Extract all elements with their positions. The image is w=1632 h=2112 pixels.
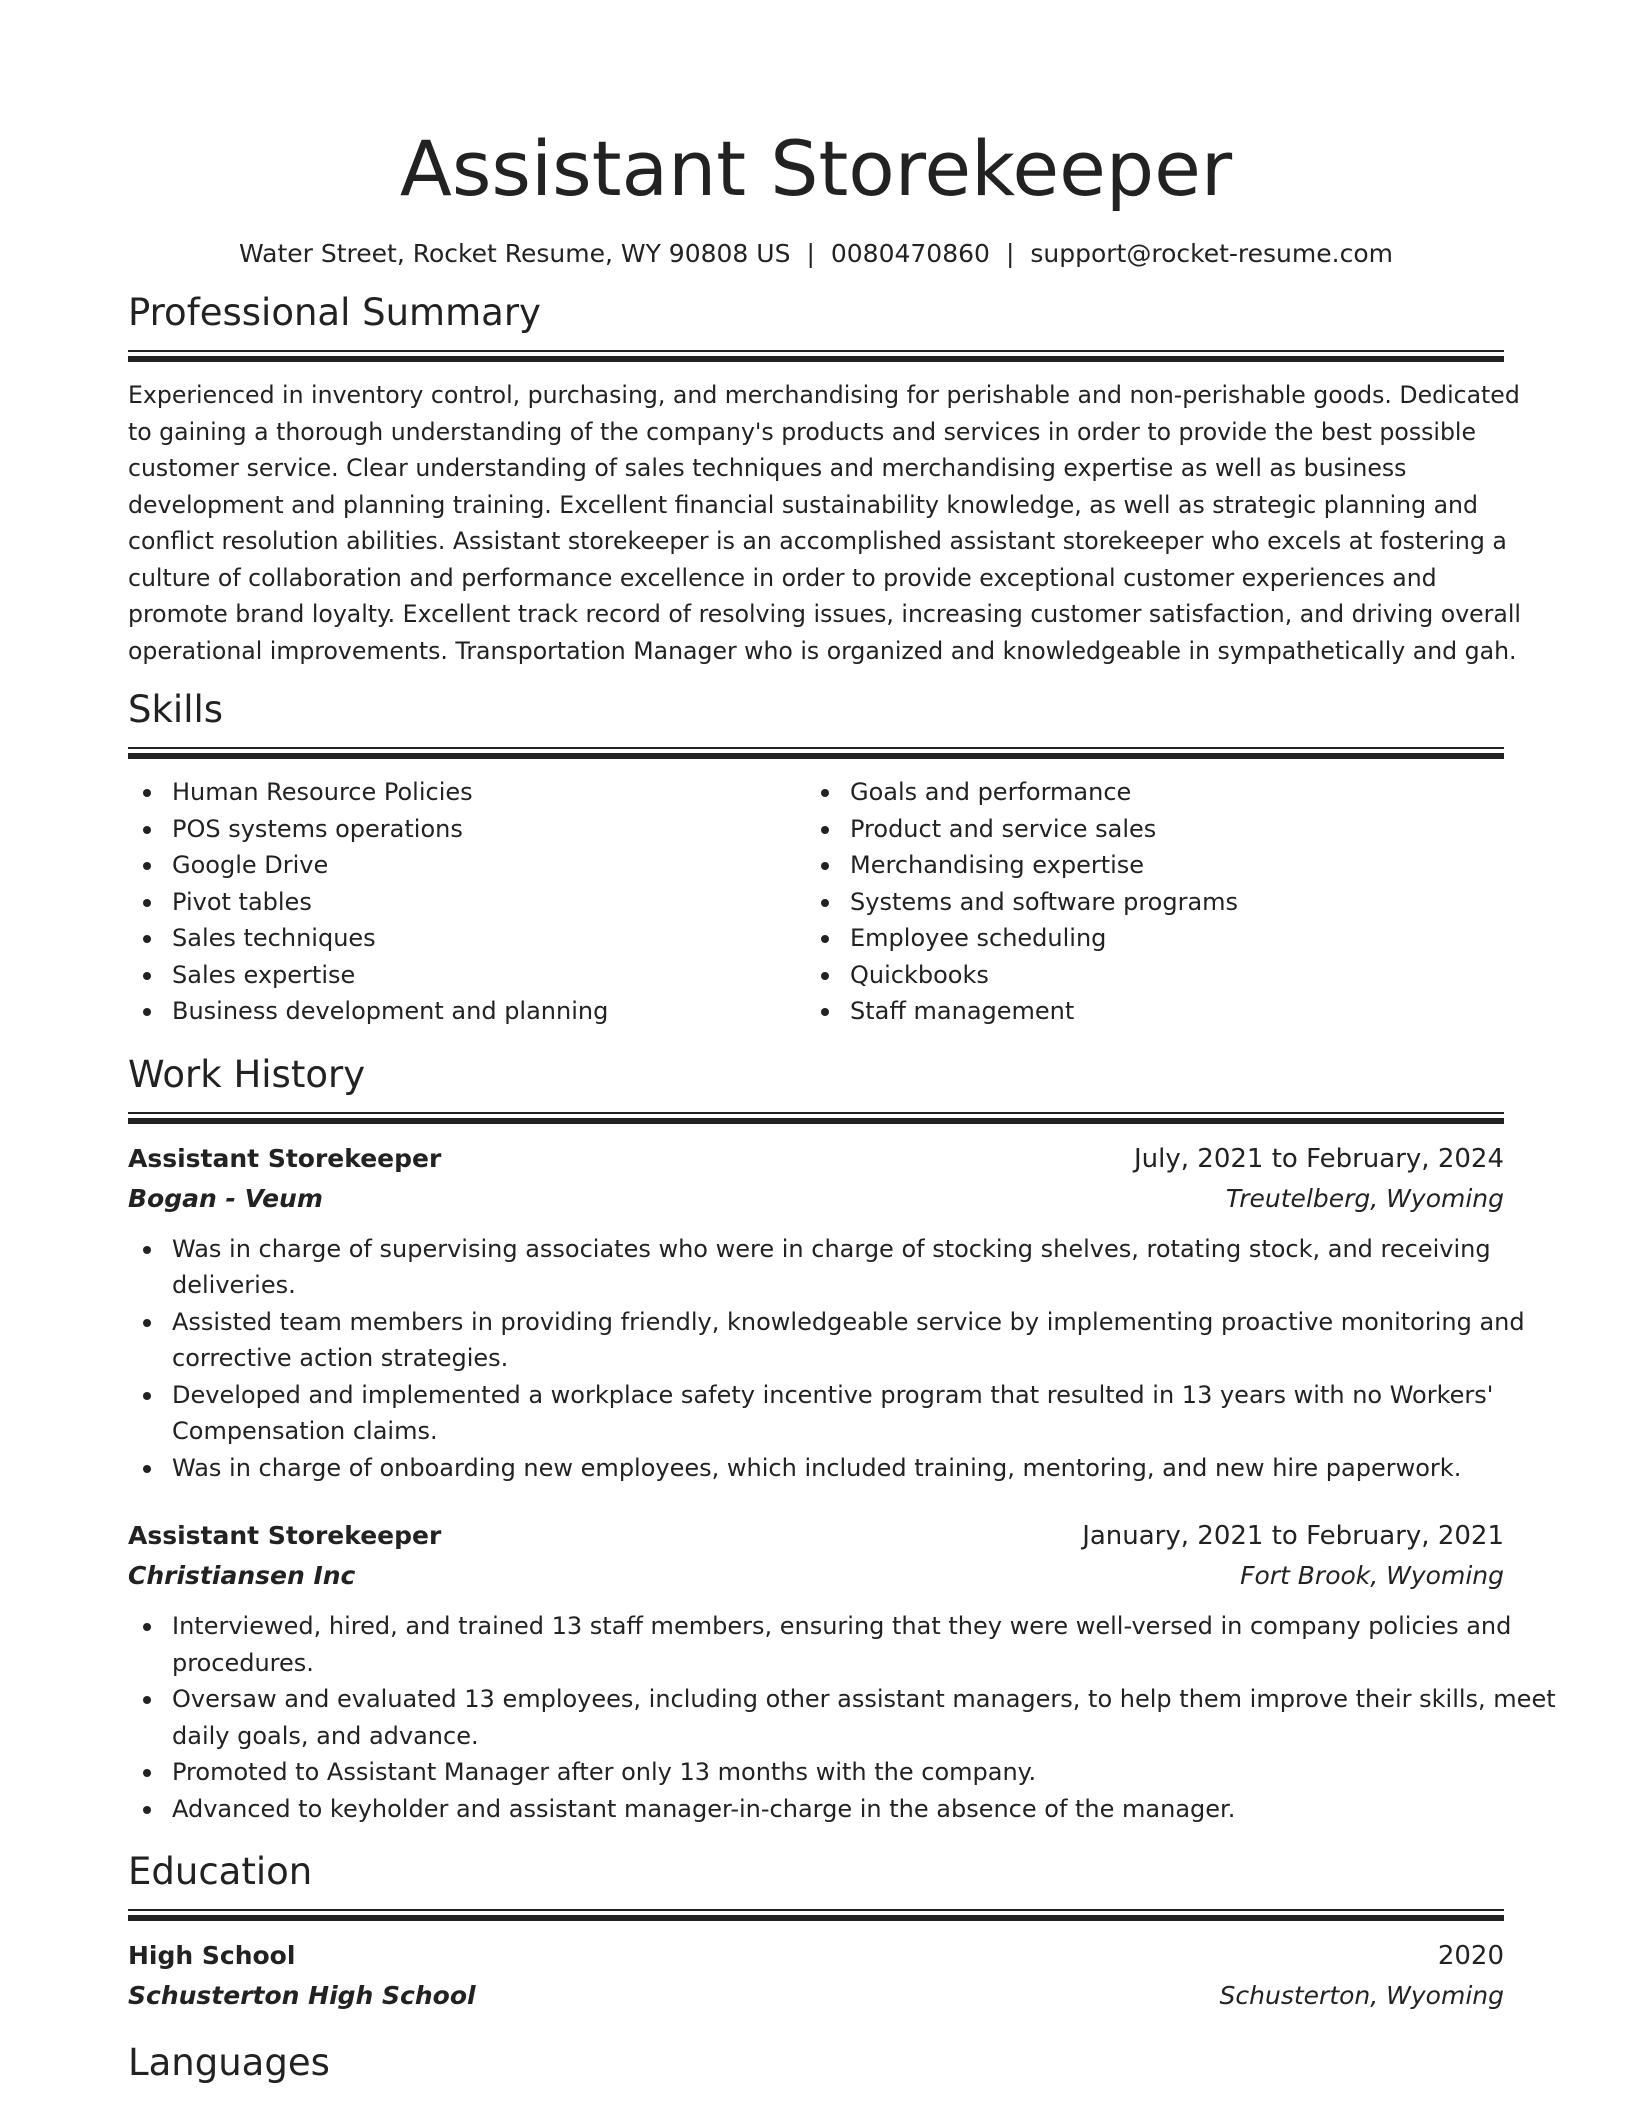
skill-item: Systems and software programs (806, 884, 1484, 921)
education-degree: High School (128, 1941, 296, 1970)
skill-item: Sales expertise (128, 957, 806, 994)
job-bullet (128, 1304, 1525, 1377)
bullet-text: Was in charge of onboarding new employees, which included training, mentoring, and new hire paperwork. (172, 1453, 1462, 1482)
skill-item: Human Resource Policies (128, 774, 806, 811)
summary-line: promote brand loyalty. Excellent track record of resolving issues, increasing customer satisfaction, and driving overall (128, 600, 1521, 628)
skill-item: Employee scheduling (806, 920, 1484, 957)
work-history-section (128, 1052, 1556, 1828)
job-bullet (128, 1681, 1556, 1754)
job-company-row (128, 1556, 1504, 1596)
job-entry (128, 1139, 1525, 1487)
education-year: 2020 (1437, 1941, 1504, 1971)
job-company: Bogan - Veum (128, 1183, 323, 1213)
skills-grid (128, 774, 1504, 1030)
contact-separator: | (1005, 239, 1015, 268)
summary-line: conflict resolution abilities. Assistant storekeeper is an accomplished assistant storekeeper who excels at fostering a (128, 527, 1507, 555)
skill-item: Goals and performance (806, 774, 1484, 811)
job-company: Christiansen Inc (128, 1561, 356, 1590)
skills-section (128, 687, 1504, 1030)
summary-line: operational improvements. Transportation Manager who is organized and knowledgeable in sympathetically and gah. (128, 636, 1517, 665)
bullet-text: Oversaw and evaluated 13 employees, including other assistant managers, to help them improve their skills, meet (172, 1685, 1556, 1713)
summary-line: development and planning training. Excellent financial sustainability knowledge, as well as strategic planning and (128, 490, 1478, 519)
bullet-text: Advanced to keyholder and assistant manager-in-charge in the absence of the manager. (172, 1794, 1236, 1823)
job-bullet (128, 1791, 1504, 1828)
skill-item: Business development and planning (128, 993, 806, 1030)
languages-section (128, 2040, 1504, 2086)
education-entry (128, 1936, 1504, 2016)
section-divider (128, 747, 1504, 760)
education-location: Schusterton, Wyoming (1219, 1981, 1504, 2010)
bullet-text: Compensation claims. (172, 1417, 438, 1445)
summary-line: Experienced in inventory control, purchasing, and merchandising for perishable and non-perishable goods. Dedicated (128, 381, 1520, 409)
job-bullet (128, 1450, 1504, 1487)
bullet-text: Interviewed, hired, and trained 13 staff members, ensuring that they were well-versed in company policies and (172, 1612, 1512, 1640)
resume-page (128, 0, 1556, 2086)
skill-item: POS systems operations (128, 811, 806, 848)
work-history-heading: Work History (128, 1052, 366, 1096)
contact-line (128, 238, 1504, 270)
section-divider (128, 1909, 1504, 1922)
skill-item: Staff management (806, 993, 1484, 1030)
bullet-text: deliveries. (172, 1271, 296, 1299)
skills-list-left (128, 774, 806, 1030)
job-title: Assistant Storekeeper (128, 1143, 442, 1173)
bullet-text: Promoted to Assistant Manager after only 13 months with the company. (172, 1758, 1037, 1786)
skill-item: Pivot tables (128, 884, 806, 921)
job-entry (128, 1516, 1556, 1827)
summary-heading: Professional Summary (128, 291, 541, 334)
contact-phone: 0080470860 (830, 239, 990, 268)
bullet-text: procedures. (172, 1648, 314, 1677)
education-section (128, 1849, 1504, 2016)
job-dates: January, 2021 to February, 2021 (1082, 1521, 1504, 1551)
bullet-text: daily goals, and advance. (172, 1721, 479, 1750)
skill-item: Merchandising expertise (806, 847, 1484, 884)
job-header-row (128, 1516, 1504, 1556)
bullet-text: Developed and implemented a workplace safety incentive program that resulted in 13 years with no Workers' (172, 1380, 1494, 1409)
skill-item: Quickbooks (806, 957, 1484, 994)
job-dates: July, 2021 to February, 2024 (1134, 1143, 1504, 1174)
summary-section (128, 290, 1521, 669)
job-bullet (128, 1231, 1504, 1304)
contact-separator: | (806, 239, 815, 268)
education-heading: Education (128, 1850, 313, 1893)
job-company-row (128, 1179, 1504, 1219)
skill-item: Sales techniques (128, 920, 806, 957)
summary-text (128, 377, 1521, 669)
bullet-text: corrective action strategies. (172, 1344, 509, 1372)
skill-item: Product and service sales (806, 811, 1484, 848)
job-location: Treutelberg, Wyoming (1225, 1183, 1504, 1213)
job-bullet (128, 1754, 1504, 1791)
bullet-text: Assisted team members in providing friendly, knowledgeable service by implementing proactive monitoring and (172, 1307, 1525, 1336)
section-divider (128, 350, 1504, 363)
summary-line: to gaining a thorough understanding of the company's products and services in order to provide the best possible (128, 417, 1476, 446)
skill-item: Google Drive (128, 847, 806, 884)
summary-line: customer service. Clear understanding of sales techniques and merchandising expertise as well as business (128, 454, 1407, 482)
job-header-row (128, 1139, 1504, 1179)
job-bullets (128, 1231, 1525, 1487)
summary-line: culture of collaboration and performance excellence in order to provide exceptional customer experiences and (128, 563, 1437, 592)
job-title: Assistant Storekeeper (128, 1521, 442, 1550)
education-school-row (128, 1976, 1504, 2016)
languages-heading: Languages (128, 2041, 330, 2084)
job-bullet (128, 1608, 1512, 1681)
education-school: Schusterton High School (128, 1981, 476, 2010)
contact-email: support@rocket-resume.com (1030, 239, 1393, 268)
contact-address: Water Street, Rocket Resume, WY 90808 US (239, 239, 791, 268)
education-header-row (128, 1936, 1504, 1976)
skills-list-right (806, 774, 1484, 1030)
job-location: Fort Brook, Wyoming (1240, 1561, 1504, 1590)
resume-name-title: Assistant Storekeeper (399, 124, 1233, 213)
section-divider (128, 1112, 1504, 1125)
skills-heading: Skills (128, 688, 224, 731)
bullet-text: Was in charge of supervising associates who were in charge of stocking shelves, rotating stock, and receiving (172, 1234, 1491, 1263)
job-bullets (128, 1608, 1556, 1827)
job-bullet (128, 1377, 1504, 1450)
